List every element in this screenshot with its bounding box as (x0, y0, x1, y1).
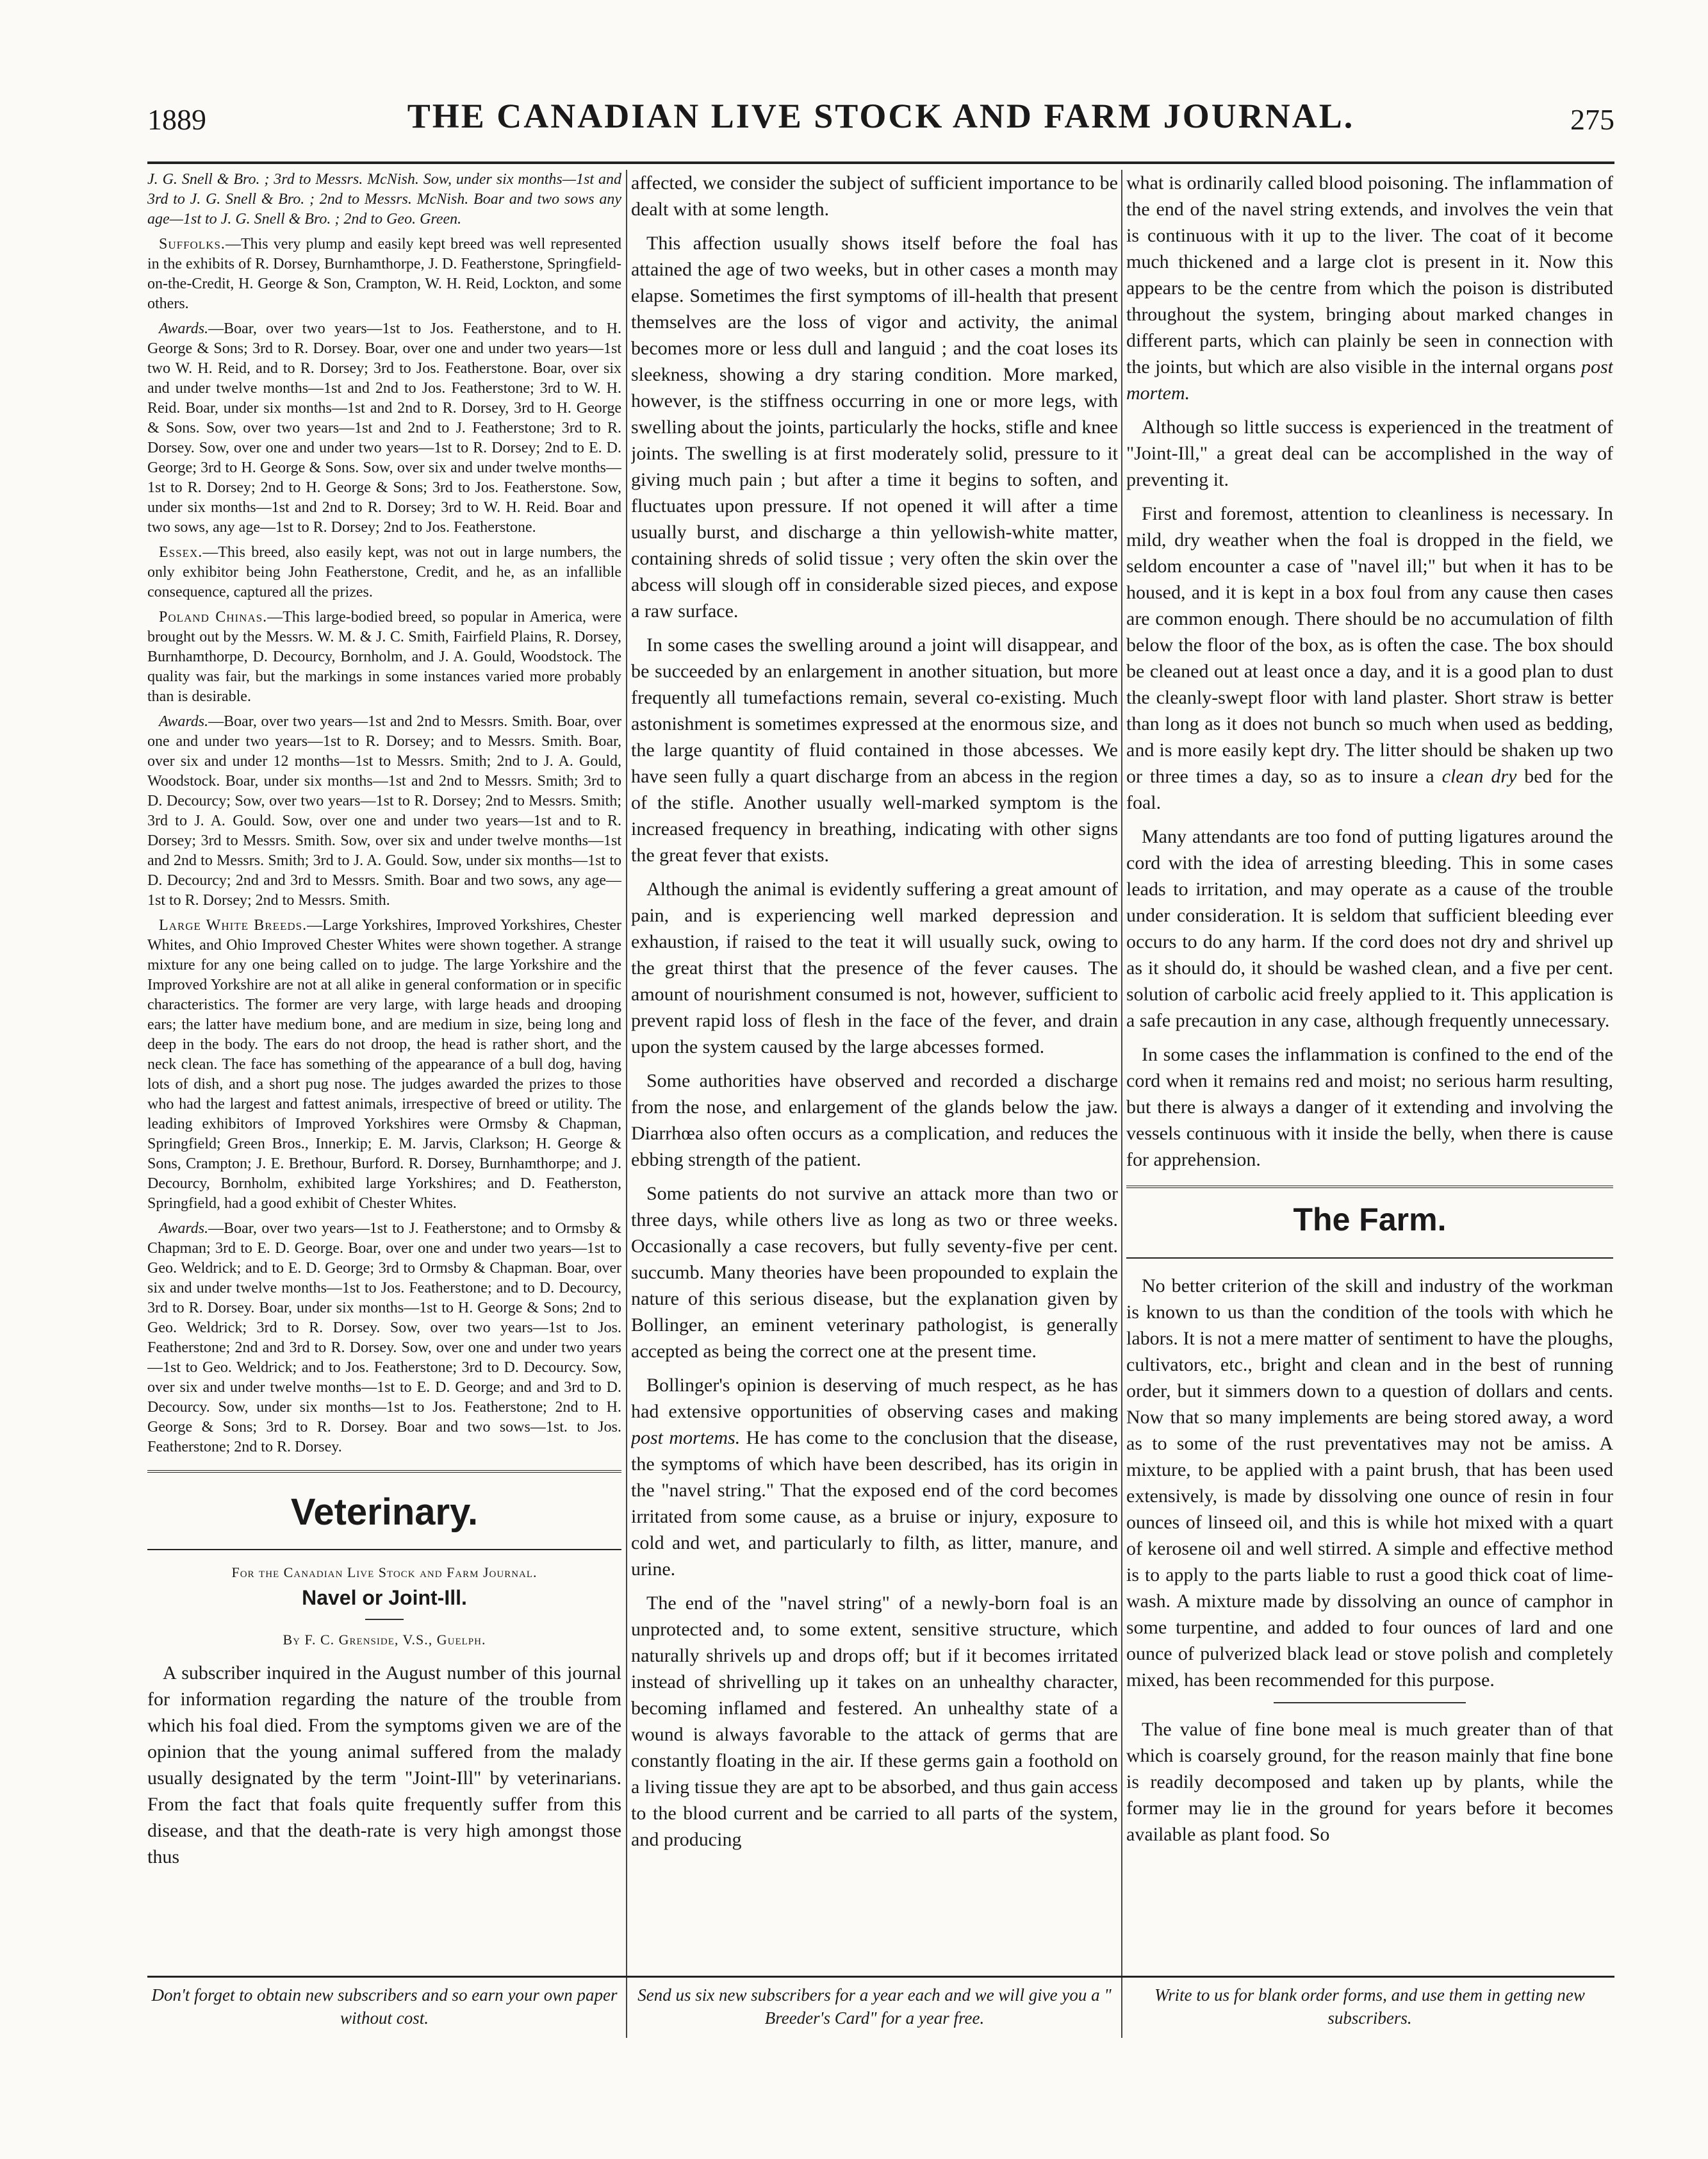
poland-awards (147, 712, 621, 911)
footer-note-right: Write to us for blank order forms, and use them in getting new subscribers. (1154, 1985, 1585, 2028)
veterinary-heading: Veterinary. (290, 1491, 479, 1533)
article-title: Navel or Joint-Ill. (302, 1586, 467, 1609)
article-paragraph (631, 1372, 1118, 1582)
article-paragraph: In some cases the inflammation is confined to the end of the cord when it remains red and moist; no serious harm resulting, but there is always a danger of it extending and involving the vessels continuous with it inside the belly, when there is cause for apprehension. (1126, 1044, 1613, 1170)
column-divider (1121, 170, 1122, 1993)
article-paragraph: Although the animal is evidently suffering a great amount of pain, and is experiencing well marked depression and exhaustion, if raised to the teat it will usually suck, owing to the great thirst that the presence of the fever causes. The amount of nourishment consumed is not, however, sufficient to prevent rapid loss of flesh in the face of the fever, and drain upon the system caused by the large abcesses formed. (631, 879, 1118, 1057)
section-rule (1126, 1186, 1613, 1188)
awards-continued: J. G. Snell & Bro. ; 3rd to Messrs. McNish. Sow, under six months—1st and 3rd to J. G. Snell & Bro. ; 2nd to Messrs. McNish. Boar and two sows any age—1st to J. G. Snell & Bro. ; 2nd to Geo. Green. (147, 171, 621, 227)
text-run: bed for the foal. (1126, 766, 1613, 813)
column-right (1126, 170, 1613, 1970)
footer-rule (147, 1976, 1614, 1978)
article-paragraph: This affection usually shows itself before the foal has attained the age of two weeks, but in other cases a month may elapse. Sometimes the first symptoms of ill-health that present themselves are the loss of vigor and activity, the animal becomes more or less dull and languid ; and the coat loses its sleekness, showing a dry staring condition. More marked, however, is the stiffness occurring in one or more legs, with swelling about the joints, particularly the hocks, stifle and knee joints. The swelling is at first moderately solid, pressure to it giving much pain ; but after a time it begins to soften, and fluctuates upon pressure. If not opened it will after a time usually burst, and discharge a thin yellowish-white matter, containing shreds of solid tissue ; very often the skin over the abcess will slough off in considerable sized pieces, and expose a raw surface. (631, 233, 1118, 622)
footer-divider (1121, 1980, 1122, 2038)
article-byline: By F. C. Grenside, V.S., Guelph. (283, 1632, 486, 1648)
large-white-lead: Large White Breeds. (159, 917, 308, 934)
article-paragraph: affected, we consider the subject of sufficient importance to be dealt with at some length. (631, 172, 1118, 220)
section-rule (147, 1549, 621, 1550)
suffolks-awards (147, 319, 621, 538)
footer-note-left: Don't forget to obtain new subscribers and so earn your own paper without cost. (151, 1985, 618, 2028)
large-white-awards (147, 1219, 621, 1457)
awards-text: —Boar, over two years—1st and 2nd to Messrs. Smith. Boar, over one and under two years—1st to R. Dorsey; and to Messrs. Smith. Boar, over six and under 12 months—1st to Messrs. Smith; 2nd to J. A. Gould, Woodstock. Boar, under six months—1st and 2nd to Messrs. Smith; 3rd to D. Decourcy; Sow, over two years—1st to R. Dorsey; 2nd to Messrs. Smith; 3rd to J. A. Gould. Sow, over one and under two years—1st and to R. Dorsey; 3rd to Messrs. Smith. Sow, over six and under twelve months—1st and 2nd to Messrs. Smith; 3rd to J. A. Gould. Sow, under six months—1st to D. Decourcy; 2nd and 3rd to Messrs. Smith. Boar and two sows, any age—1st to R. Dorsey; 2nd to Messrs. Smith. (147, 713, 621, 909)
page-number: 275 (1570, 103, 1614, 136)
section-rule (1126, 1257, 1613, 1259)
short-rule (365, 1619, 404, 1620)
article-paragraph (1126, 500, 1613, 816)
page-header (147, 96, 1614, 160)
article-paragraph (1126, 170, 1613, 406)
footer-note-center: Send us six new subscribers for a year each and we will give you a " Breeder's Card" for a year free. (637, 1985, 1112, 2028)
short-rule (1274, 1702, 1466, 1703)
text-run: what is ordinarily called blood poisoning. The inflammation of the end of the navel string extends, and involves the vein that is continuous with it up to the liver. The coat of it become much thickened and a large clot is present in it. Now this appears to be the centre from which the poison is distributed throughout the system, bringing about marked changes in different parts, which can plainly be seen in connection with the joints, but which are also visible in the internal organs (1126, 172, 1613, 377)
essex-lead: Essex. (159, 544, 203, 561)
large-white-text: —Large Yorkshires, Improved Yorkshires, Chester Whites, and Ohio Improved Chester Whites were shown together. A strange mixture for any one being called on to judge. The large Yorkshire and the Improved Yorkshire are not at all alike in general conformation or in specific characteristics. The former are very large, with large heads and drooping ears; the latter have medium bone, and are medium in size, being long and deep in the body. The ears do not droop, the head is rather short, and the neck clean. The face has something of the appearance of a bull dog, having lots of dish, and a short pug nose. The judges awarded the prizes to those who had the largest and fattest animals, irrespective of breed or utility. The leading exhibitors of Improved Yorkshires were Ormsby & Chapman, Springfield; Green Bros., Innerkip; E. M. Jarvis, Clarkson; H. George & Sons, Crampton; J. E. Brethour, Burford. R. Dorsey, Burnhamthorpe; and J. Decourcy, Bornholm, exhibited large Yorkshires; and D. Featherston, Springfield, had a good exhibit of Chester Whites. (147, 917, 621, 1212)
article-paragraph: In some cases the swelling around a joint will disappear, and be succeeded by an enlargement in another situation, but more frequently all tumefactions remain, several co-existing. Much astonishment is sometimes expressed at the enormous size, and the large quantity of fluid contained in those abcesses. We have seen fully a quart discharge from an abcess in the region of the stifle. Another usually well-marked symptom is the increased frequency in breathing, indicating with other signs the great fever that exists. (631, 634, 1118, 866)
awards-text: —Boar, over two years—1st to J. Featherstone; and to Ormsby & Chapman; 3rd to E. D. George. Boar, over one and under two years—1st to Geo. Weldrick; and to E. D. George; 3rd to Ormsby & Chapman. Boar, over six and under twelve months—1st to Jos. Featherstone; and to D. Decourcy, 3rd to R. Dorsey. Boar, under six months—1st to H. George & Sons; 2nd to Geo. Weldrick; 3rd to R. Dorsey. Sow, over two years—1st to Jos. Featherstone; 2nd and 3rd to R. Dorsey. Sow, over one and under two years—1st to Geo. Weldrick; and to Jos. Featherstone; 3rd to D. Decourcy. Sow, over six and under twelve months—1st to E. D. George; and and 3rd to D. Decourcy. Sow, under six months—1st to Jos. Featherstone; 2nd to H. George & Sons; 3rd to R. Dorsey. Boar and two sows—1st. to Jos. Featherstone; 2nd to R. Dorsey. (147, 1220, 621, 1455)
text-run: He has come to the conclusion that the disease, the symptoms of which have been described, has its origin in the "navel string." That the exposed end of the cord becomes irritated from some cause, as a bruise or injury, exposure to cold and wet, and particularly to filth, as litter, manure, and urine. (631, 1427, 1118, 1580)
awards-lead: Awards. (159, 713, 209, 730)
awards-text: —Boar, over two years—1st to Jos. Featherstone, and to H. George & Sons; 3rd to R. Dorsey. Boar, over one and under two years—1st two W. H. Reid, and to R. Dorsey; 3rd to Jos. Featherstone. Boar, over six and under twelve months—1st and 2nd to Jos. Featherstone; 3rd to W. H. Reid. Boar, under six months—1st and 2nd to R. Dorsey, 3rd to H. George & Sons. Sow, over two years—1st and 2nd to J. Featherstone; 3rd to R. Dorsey. Sow, over one and under two years—1st to R. Dorsey; 2nd to E. D. George; 3rd to H. George & Sons. Sow, over six and under twelve months—1st to R. Dorsey; 2nd to H. George & Sons; 3rd to Jos. Featherstone. Sow, under six months—1st and 2nd to R. Dorsey; 3rd to W. H. Reid. Boar and two sows, any age—1st to R. Dorsey; 2nd to Jos. Featherstone. (147, 320, 621, 536)
article-paragraph: The end of the "navel string" of a newly-born foal is an unprotected and, to some extent, sensitive structure, which naturally shrivels up and drops off; but if it becomes irritated instead of shrivelling up it takes on an unhealthy character, becoming inflamed and festered. An unhealthy state of a wound is always favorable to the attack of germs that are constantly floating in the air. If these germs gain a foothold on a living tissue they are apt to be absorbed, and thus gain access to the blood current and be carried to all parts of the system, and producing (631, 1592, 1118, 1850)
emphasis: clean dry (1441, 766, 1517, 787)
article-paragraph: Some authorities have observed and recorded a discharge from the nose, and enlargement of the glands below the jaw. Diarrhœa also often occurs as a complication, and reduces the ebbing strength of the patient. (631, 1070, 1118, 1170)
footer-divider (626, 1980, 627, 2038)
journal-title: THE CANADIAN LIVE STOCK AND FARM JOURNAL. (407, 97, 1355, 135)
article-paragraph: Many attendants are too fond of putting ligatures around the cord with the idea of arresting bleeding. This in some cases leads to irritation, and may operate as a cause of the trouble under consideration. It is seldom that sufficient bleeding ever occurs to do any harm. If the cord does not dry and shrivel up as it should do, it should be washed clean, and a five per cent. solution of carbolic acid freely applied to it. This application is a safe precaution in any case, although frequently unnecessary. (1126, 826, 1613, 1031)
header-rule (147, 161, 1614, 164)
article-paragraph: No better criterion of the skill and industry of the workman is known to us than the condition of the tools with which he labors. It is not a mere matter of sentiment to have the ploughs, cultivators, etc., bright and clean and in the best of running order, but it simmers down to a question of dollars and cents. Now that so many implements are being stored away, a word as to some of the rust preventatives may not be amiss. A mixture, to be applied with a paint brush, that has been used extensively, is made by dissolving one ounce of resin in four ounces of linseed oil, and this is while hot mixed with a quart of kerosene oil and well stirred. A simple and effective method is to apply to the parts liable to rust a good thick coat of lime-wash. A mixture made by dissolving an ounce of camphor in some turpentine, and added to four ounces of lard and one ounce of pulverized black lead or stove polish and completely mixed, has been recommended for this purpose. (1126, 1275, 1613, 1691)
suffolks-lead: Suffolks. (159, 236, 226, 252)
emphasis: post mortems. (631, 1427, 741, 1448)
poland-lead: Poland Chinas. (159, 609, 268, 625)
poland-text: —This large-bodied breed, so popular in America, were brought out by the Messrs. W. M. & J. C. Smith, Fairfield Plains, R. Dorsey, Burnhamthorpe, D. Decourcy, Bornholm, and J. A. Gould, Woodstock. The quality was fair, but the markings in some instances varied more probably than is desirable. (147, 609, 621, 705)
article-paragraph: The value of fine bone meal is much greater than of that which is coarsely ground, for the reason mainly that fine bone is readily decomposed and taken up by plants, while the former may lie in the ground for years before it becomes available as plant food. So (1126, 1719, 1613, 1845)
essex-text: —This breed, also easily kept, was not out in large numbers, the only exhibitor being John Featherstone, Credit, and he, as an infallible consequence, captured all the prizes. (147, 544, 621, 600)
article-paragraph: Some patients do not survive an attack more than two or three days, while others live as long as two or three weeks. Occasionally a case recovers, but fully seventy-five per cent. succumb. Many theories have been propounded to explain the nature of this serious disease, but the explanation given by Bollinger, an eminent veterinary pathologist, is generally accepted as being the correct one at the present time. (631, 1183, 1118, 1362)
essex-paragraph (147, 543, 621, 602)
column-left (147, 170, 621, 1970)
suffolks-text: —This very plump and easily kept breed was well represented in the exhibits of R. Dorsey, Burnhamthorpe, J. D. Featherstone, Springfield-on-the-Credit, H. George & Son, Crampton, W. H. Reid, Lockton, and some others. (147, 236, 621, 312)
article-paragraph: Although so little success is experienced in the treatment of "Joint-Ill," a great deal can be accomplished in the way of preventing it. (1126, 417, 1613, 490)
article-paragraph: A subscriber inquired in the August number of this journal for information regarding the nature of the trouble from which his foal died. From the symptoms given we are of the opinion that the young animal suffered from the malady usually designated by the term "Joint-Ill" by veterinarians. From the fact that foals quite frequently suffer from this disease, and that the death-rate is very high amongst those thus (147, 1662, 621, 1867)
column-divider (626, 170, 627, 1993)
issue-year: 1889 (147, 103, 206, 136)
article-source: For the Canadian Live Stock and Farm Journal. (231, 1564, 538, 1580)
section-rule (147, 1470, 621, 1473)
emphasis: post mortem. (1126, 356, 1613, 404)
column-middle (631, 170, 1118, 1970)
large-white-paragraph (147, 916, 621, 1214)
poland-chinas-paragraph (147, 608, 621, 707)
text-run: First and foremost, attention to cleanliness is necessary. In mild, dry weather when the foal is dropped in the field, we seldom encounter a case of "navel ill;" but when it has to be housed, and it is kept in a box foul from any cause then cases are common enough. There should be no accumulation of filth below the floor of the box, as is often the case. The box should be cleaned out at least once a day, and it is a good plan to dust the cleanly-swept floor with land plaster. Short straw is better than long as it does not bunch so much when used as bedding, and is more easily kept dry. The litter should be shaken up two or three times a day, so as to insure a (1126, 503, 1613, 787)
awards-lead: Awards. (159, 320, 209, 337)
text-run: Bollinger's opinion is deserving of much respect, as he has had extensive opportunities of observing cases and making (631, 1375, 1118, 1422)
awards-lead: Awards. (159, 1220, 209, 1237)
farm-heading: The Farm. (1293, 1202, 1447, 1237)
suffolks-paragraph (147, 235, 621, 314)
